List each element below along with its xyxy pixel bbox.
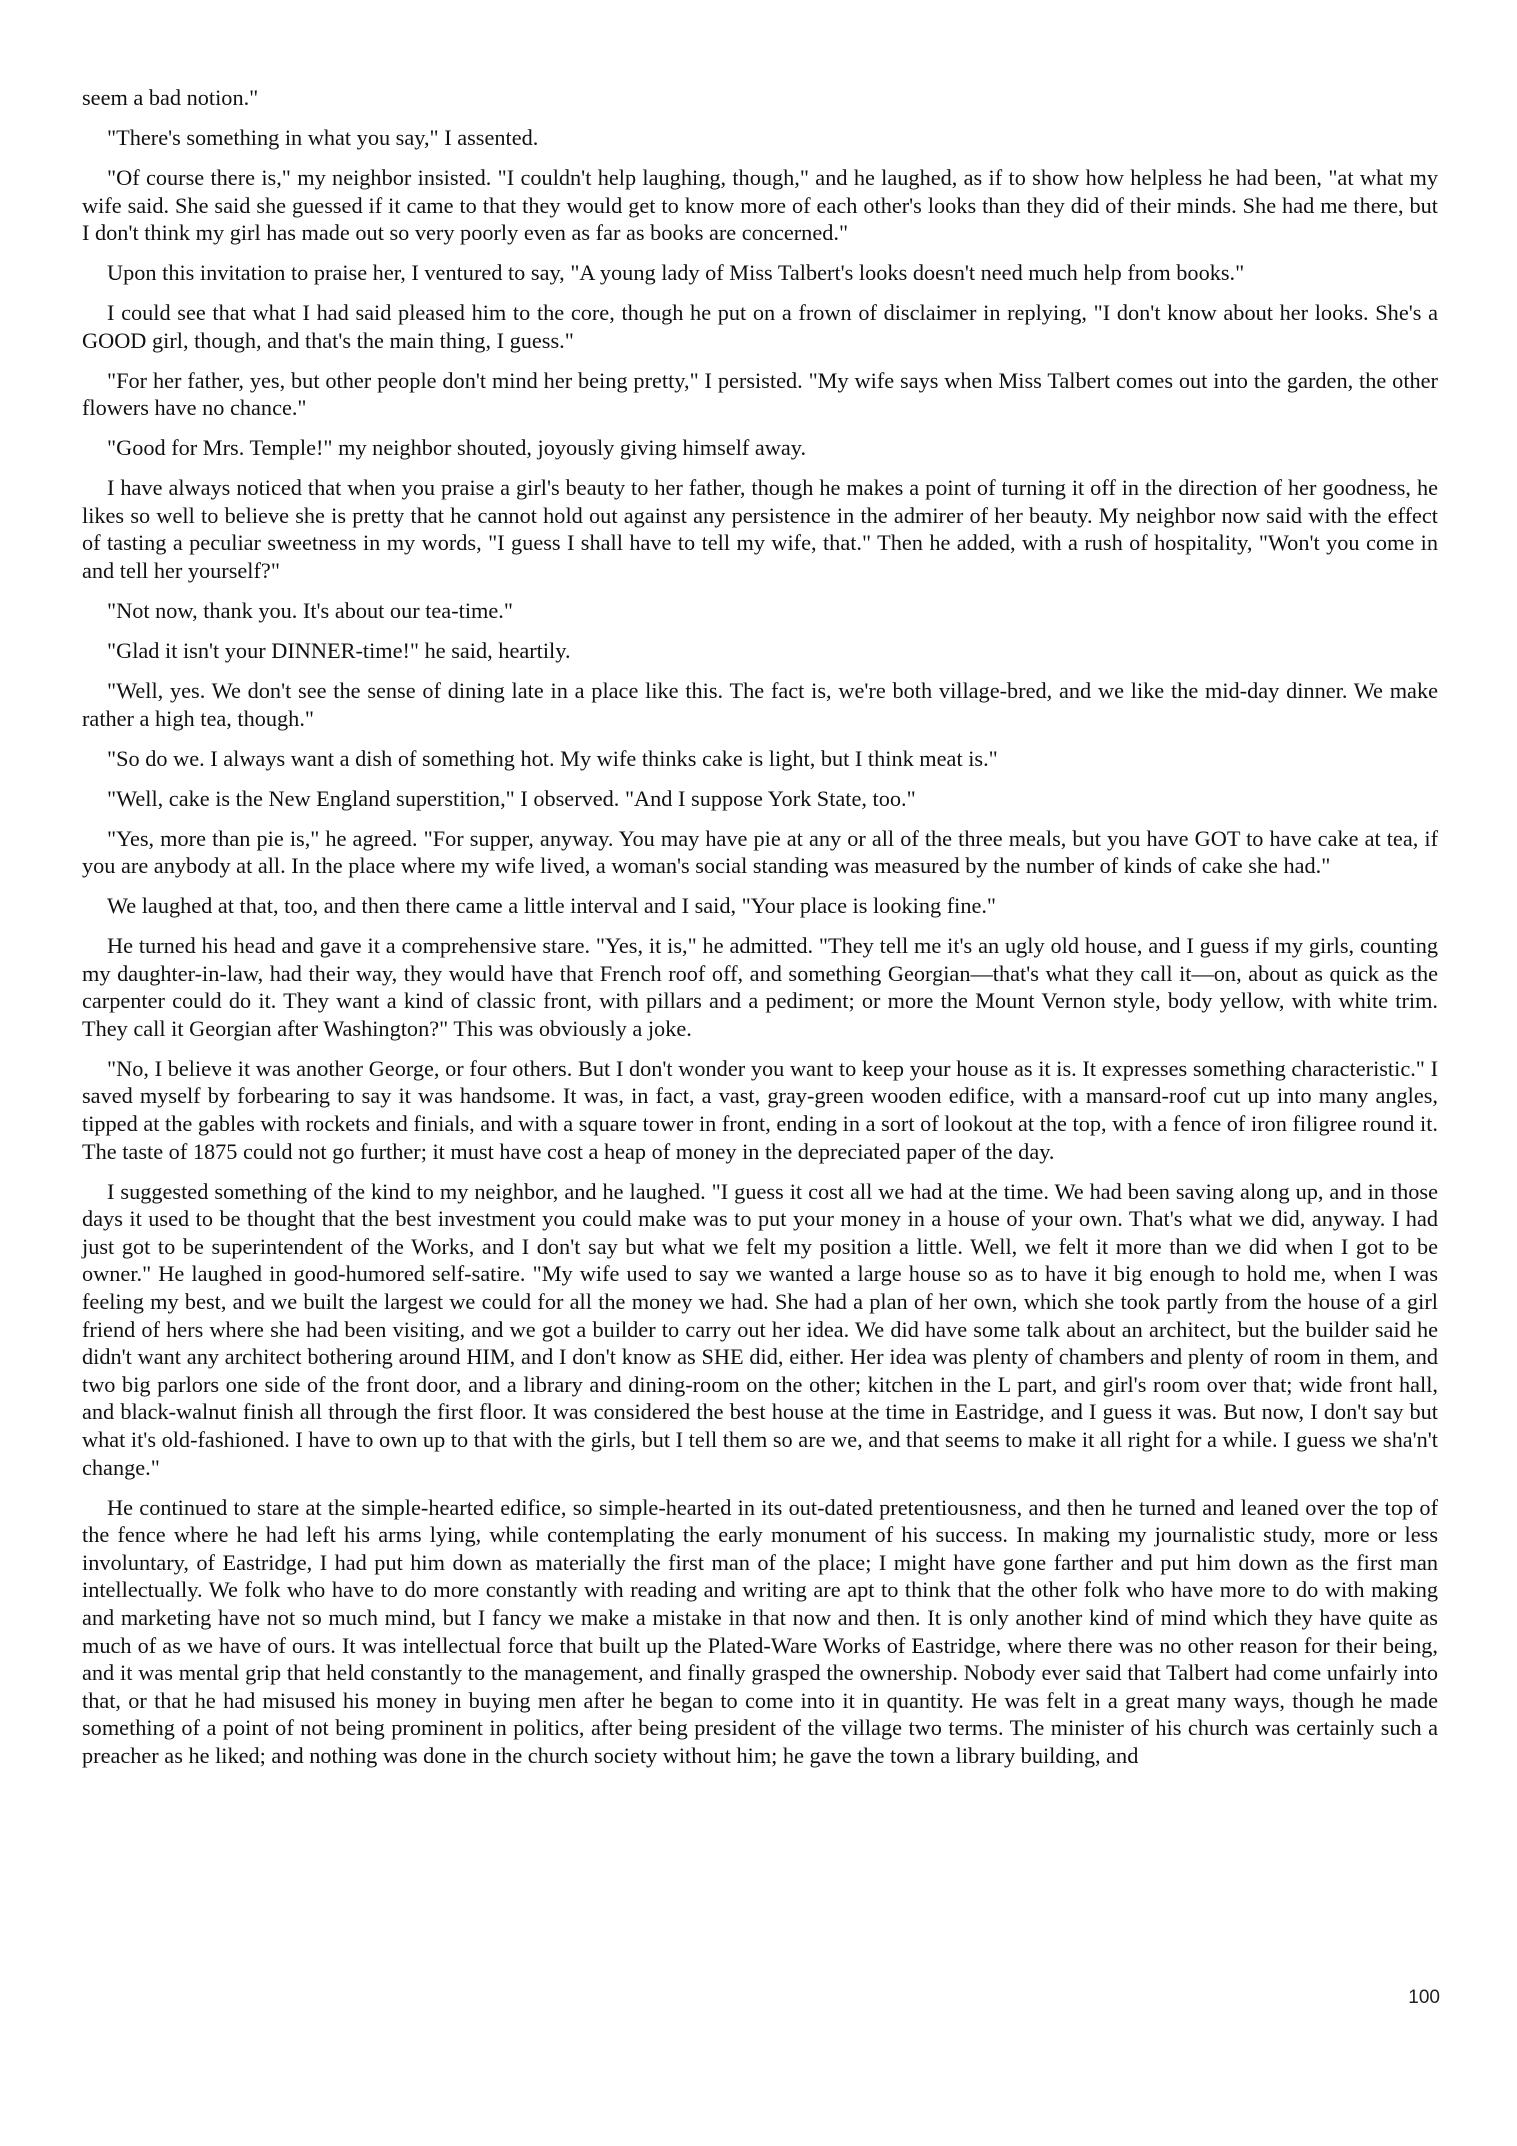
paragraph-18: He continued to stare at the simple-hearted edifice, so simple-hearted in its out-dated pretentiousness, and then he turned and leaned over the top of the fence where he had left his arms lying, while contemplating the early monument of his success. In making my journalistic study, more or less involuntary, of Eastridge, I had put him down as materially the first man of the place; I might have gone farther and put him down as the first man intellectually. We folk who have to do more constantly with reading and writing are apt to think that the other folk who have more to do with making and marketing have not so much mind, but I fancy we make a mistake in that now and then. It is only another kind of mind which they have quite as much of as we have of ours. It was intellectual force that built up the Plated-Ware Works of Eastridge, where there was no other reason for their being, and it was mental grip that held constantly to the management, and finally grasped the ownership. Nobody ever said that Talbert had come unfairly into that, or that he had misused his money in buying men after he began to come into it in quantity. He was felt in a great many ways, though he made something of a point of not being prominent in politics, after being president of the village two terms. The minister of his church was certainly such a preacher as he liked; and nothing was done in the church society without him; he gave the town a library building, and <box>82 1494 1438 1768</box>
paragraph-0: seem a bad notion." <box>82 85 259 110</box>
paragraph-5: "For her father, yes, but other people don't mind her being pretty," I persisted. "My wife says when Miss Talbert comes out into the garden, the other flowers have no chance." <box>82 367 1438 421</box>
paragraph-3: Upon this invitation to praise her, I ventured to say, "A young lady of Miss Talbert's looks doesn't need much help from books." <box>107 260 1245 286</box>
paragraph-14: We laughed at that, too, and then there came a little interval and I said, "Your place is looking fine." <box>107 893 997 919</box>
paragraph-8: "Not now, thank you. It's about our tea-time." <box>107 598 513 624</box>
paragraph-12: "Well, cake is the New England superstition," I observed. "And I suppose York State, too." <box>107 785 916 811</box>
paragraph-16: "No, I believe it was another George, or four others. But I don't wonder you want to keep your house as it is. It expresses something characteristic." I saved myself by forbearing to say it was handsome. It was, in fact, a vast, gray-green wooden edifice, with a mansard-roof cut up into many angles, tipped at the gables with rockets and finials, and with a square tower in front, ending in a sort of lookout at the top, with a fence of iron filigree round it. The taste of 1875 could not go further; it must have cost a heap of money in the depreciated paper of the day. <box>82 1055 1438 1164</box>
paragraph-10: "Well, yes. We don't see the sense of dining late in a place like this. The fact is, we're both village-bred, and we like the mid-day dinner. We make rather a high tea, though." <box>82 678 1438 731</box>
page-number: 100 <box>1408 1987 1440 2008</box>
paragraph-15: He turned his head and gave it a comprehensive stare. "Yes, it is," he admitted. "They tell me it's an ugly old house, and I guess if my girls, counting my daughter-in-law, had their way, they would have that French roof off, and something Georgian—that's what they call it—on, about as quick as the carpenter could do it. They want a kind of classic front, with pillars and a pediment; or more the Mount Vernon style, body yellow, with white trim. They call it Georgian after Washington?" This was obviously a joke. <box>82 933 1438 1041</box>
paragraph-7: I have always noticed that when you praise a girl's beauty to her father, though he makes a point of turning it off in the direction of her goodness, he likes so well to believe she is pretty that he cannot hold out against any persistence in the admirer of her beauty. My neighbor now said with the effect of tasting a peculiar sweetness in my words, "I guess I shall have to tell my wife, that." Then he added, with a rush of hospitality, "Won't you come in and tell her yourself?" <box>82 475 1438 584</box>
paragraph-9: "Glad it isn't your DINNER-time!" he said, heartily. <box>107 638 571 664</box>
paragraph-13: "Yes, more than pie is," he agreed. "For supper, anyway. You may have pie at any or all of the three meals, but you have GOT to have cake at tea, if you are anybody at all. In the place where my wife lived, a woman's social standing was measured by the number of kinds of cake she had." <box>82 825 1438 879</box>
paragraph-11: "So do we. I always want a dish of something hot. My wife thinks cake is light, but I think meat is." <box>107 745 998 771</box>
page-body <box>82 84 1438 1782</box>
paragraph-4: I could see that what I had said pleased him to the core, though he put on a frown of disclaimer in replying, "I don't know about her looks. She's a GOOD girl, though, and that's the main thing, I guess." <box>82 300 1438 353</box>
paragraph-2: "Of course there is," my neighbor insisted. "I couldn't help laughing, though," and he laughed, as if to show how helpless he had been, "at what my wife said. She said she guessed if it came to that they would get to know more of each other's looks than they did of their minds. She had me there, but I don't think my girl has made out so very poorly even as far as books are concerned." <box>82 164 1438 246</box>
paragraph-1: "There's something in what you say," I assented. <box>107 124 539 150</box>
paragraph-17: I suggested something of the kind to my neighbor, and he laughed. "I guess it cost all we had at the time. We had been saving along up, and in those days it used to be thought that the best investment you could make was to put your money in a house of your own. That's what we did, anyway. I had just got to be superintendent of the Works, and I don't say but what we felt my position a little. Well, we felt it more than we did when I got to be owner." He laughed in good-humored self-satire. "My wife used to say we wanted a large house so as to have it big enough to hold me, when I was feeling my best, and we built the largest we could for all the money we had. She had a plan of her own, which she took partly from the house of a girl friend of hers where she had been visiting, and we got a builder to carry out her idea. We did have some talk about an architect, but the builder said he didn't want any architect bothering around HIM, and I don't know as SHE did, either. Her idea was plenty of chambers and plenty of room in them, and two big parlors one side of the front door, and a library and dining-room on the other; kitchen in the L part, and girl's room over that; wide front hall, and black-walnut finish all through the first floor. It was considered the best house at the time in Eastridge, and I guess it was. But now, I don't say but what it's old-fashioned. I have to own up to that with the girls, but I tell them so are we, and that seems to make it all right for a while. I guess we sha'n't change." <box>82 1178 1438 1480</box>
paragraph-6: "Good for Mrs. Temple!" my neighbor shouted, joyously giving himself away. <box>107 435 807 461</box>
